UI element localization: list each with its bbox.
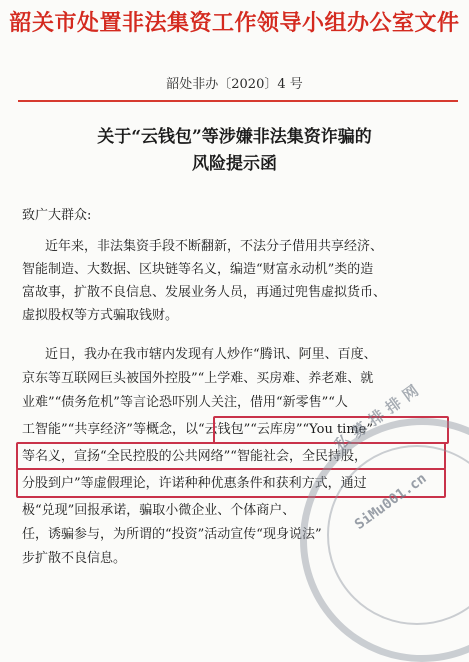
document-title bbox=[0, 124, 469, 178]
body-line: 京东等互联网巨头被国外控股”“上学难、买房难、养老难、就 bbox=[22, 371, 374, 386]
title-line-1: 关于“云钱包”等涉嫌非法集资诈骗的 bbox=[97, 127, 372, 147]
body-line: 业难”“债务危机”等言论恐吓别人关注，借用“新零售”“人 bbox=[22, 395, 348, 410]
body-line: 工智能”“共享经济”等概念，以“云钱包”“云库房”“You time” bbox=[22, 422, 374, 437]
body-line: 智能制造、大数据、区块链等名义，编造“财富永动机”类的造 bbox=[22, 262, 374, 277]
body-line: 近年来，非法集资手段不断翻新，不法分子借用共享经济、 bbox=[45, 239, 384, 254]
body-line: 极“兑现”回报承诺，骗取小微企业、个体商户、 bbox=[22, 503, 296, 518]
body-line: 分股到户”等虚假理论，许诺种种优惠条件和获利方式，通过 bbox=[22, 476, 367, 491]
watermark-text: 私募排排网 bbox=[331, 377, 427, 455]
watermark-seal-ring bbox=[327, 445, 469, 625]
body-line: 虚拟股权等方式骗取钱财。 bbox=[22, 308, 179, 323]
body-line: 步扩散不良信息。 bbox=[22, 551, 127, 566]
title-line-2: 风险提示函 bbox=[192, 154, 277, 174]
salutation: 致广大群众: bbox=[22, 208, 92, 223]
body-line: 近日，我办在我市辖内发现有人炒作“腾讯、阿里、百度、 bbox=[45, 347, 377, 362]
issuing-office-header: 韶关市处置非法集资工作领导小组办公室文件 bbox=[9, 10, 460, 36]
body-line: 富故事，扩散不良信息、发展业务人员，再通过兜售虚拟货币、 bbox=[22, 285, 387, 300]
watermark-url: SiMu001.cn bbox=[352, 470, 430, 533]
red-divider-line bbox=[18, 100, 458, 102]
body-line: 等名义，宣扬“全民控股的公共网络”“智能社会，全民持股， bbox=[22, 449, 367, 464]
body-line: 任，诱骗参与，为所谓的“投资”活动宣传“现身说法” bbox=[22, 527, 322, 542]
document-number: 韶处非办〔2020〕4 号 bbox=[166, 77, 303, 92]
